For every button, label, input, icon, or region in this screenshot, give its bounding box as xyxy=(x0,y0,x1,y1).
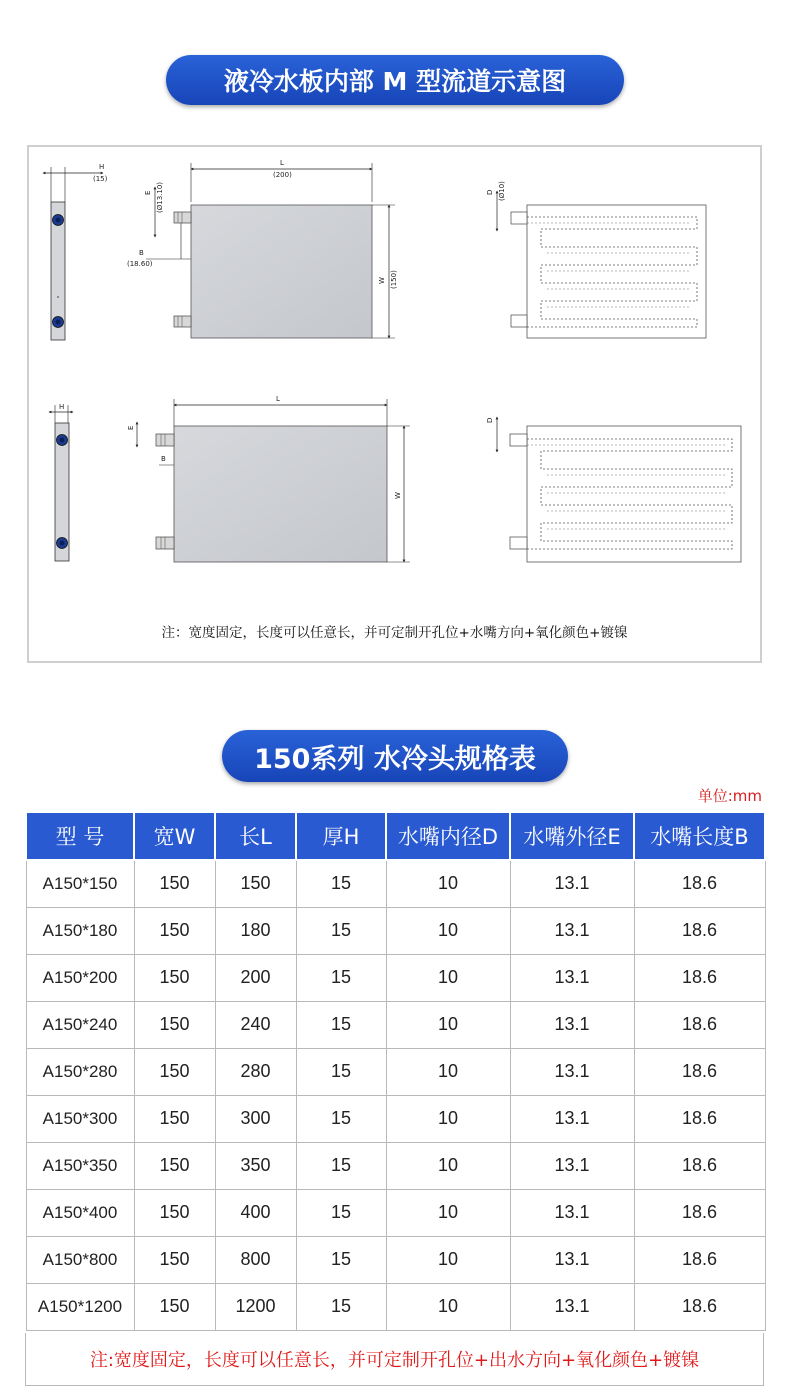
table-cell: 10 xyxy=(386,1095,510,1142)
table-row xyxy=(26,1283,765,1330)
column-header: 长L xyxy=(215,812,296,860)
dim-w-value: (150) xyxy=(390,270,398,289)
table-cell: 18.6 xyxy=(634,1189,765,1236)
table-cell: 10 xyxy=(386,860,510,907)
table-cell: 18.6 xyxy=(634,1142,765,1189)
column-header: 型 号 xyxy=(26,812,134,860)
table-row xyxy=(26,1001,765,1048)
side-view-bottom xyxy=(49,403,73,561)
table-cell: 18.6 xyxy=(634,1283,765,1330)
table-cell: A150*200 xyxy=(26,954,134,1001)
front-view-top xyxy=(127,159,398,338)
column-header: 厚H xyxy=(296,812,386,860)
table-cell: 200 xyxy=(215,954,296,1001)
table-cell: A150*280 xyxy=(26,1048,134,1095)
table-cell: 10 xyxy=(386,1048,510,1095)
table-cell: A150*300 xyxy=(26,1095,134,1142)
dim-e-value: (Ø13.10) xyxy=(156,181,164,213)
table-cell: 18.6 xyxy=(634,907,765,954)
table-cell: 150 xyxy=(134,1283,215,1330)
table-cell: 13.1 xyxy=(510,954,634,1001)
table-cell: 18.6 xyxy=(634,1048,765,1095)
spec-section-title: 150系列 水冷头规格表 xyxy=(222,730,568,782)
dim-b-label: B xyxy=(139,249,144,257)
dim-b2-label: B xyxy=(161,455,166,463)
dim-h-label: H xyxy=(99,163,105,171)
table-cell: 18.6 xyxy=(634,1095,765,1142)
table-cell: 18.6 xyxy=(634,860,765,907)
table-cell: A150*150 xyxy=(26,860,134,907)
table-cell: 800 xyxy=(215,1236,296,1283)
table-row xyxy=(26,907,765,954)
table-cell: 10 xyxy=(386,1001,510,1048)
table-cell: 10 xyxy=(386,1283,510,1330)
table-row xyxy=(26,1048,765,1095)
table-cell: 400 xyxy=(215,1189,296,1236)
table-cell: 150 xyxy=(134,954,215,1001)
table-cell: 350 xyxy=(215,1142,296,1189)
table-cell: 15 xyxy=(296,1142,386,1189)
table-row xyxy=(26,860,765,907)
table-cell: 13.1 xyxy=(510,1001,634,1048)
table-cell: 13.1 xyxy=(510,1095,634,1142)
table-cell: 13.1 xyxy=(510,1142,634,1189)
diagram-note: 注：宽度固定，长度可以任意长，并可定制开孔位+水嘴方向+氧化颜色+镀镍 xyxy=(161,625,628,641)
table-cell: 15 xyxy=(296,1236,386,1283)
column-header: 水嘴内径D xyxy=(386,812,510,860)
table-cell: 150 xyxy=(134,907,215,954)
table-cell: 150 xyxy=(134,1001,215,1048)
table-cell: A150*800 xyxy=(26,1236,134,1283)
table-cell: 150 xyxy=(215,860,296,907)
dim-l2-label: L xyxy=(276,395,280,403)
diagram-section-title: 液冷水板内部 M 型流道示意图 xyxy=(166,55,624,105)
table-cell: 15 xyxy=(296,1095,386,1142)
table-cell: 18.6 xyxy=(634,1001,765,1048)
table-cell: 15 xyxy=(296,954,386,1001)
table-cell: A150*350 xyxy=(26,1142,134,1189)
table-cell: 10 xyxy=(386,954,510,1001)
dim-e2-label: E xyxy=(127,425,135,430)
table-cell: 1200 xyxy=(215,1283,296,1330)
table-row xyxy=(26,1189,765,1236)
table-cell: 15 xyxy=(296,1048,386,1095)
dim-l-label: L xyxy=(280,159,284,167)
dim-d-label: D xyxy=(486,189,494,195)
table-cell: 150 xyxy=(134,1189,215,1236)
table-cell: 150 xyxy=(134,1048,215,1095)
dim-d-value: (Ø10) xyxy=(498,181,506,201)
dim-w-label: W xyxy=(378,277,386,284)
table-cell: 10 xyxy=(386,1142,510,1189)
table-row xyxy=(26,1142,765,1189)
dim-b-value: (18.60) xyxy=(127,260,153,268)
dim-w2-label: W xyxy=(394,492,402,499)
flow-channel-diagram xyxy=(27,145,762,663)
side-view-top xyxy=(43,163,108,340)
dim-l-value: (200) xyxy=(273,171,292,179)
channel-view-bottom xyxy=(486,417,741,562)
table-cell: 15 xyxy=(296,907,386,954)
table-cell: 10 xyxy=(386,1236,510,1283)
unit-label: 单位:mm xyxy=(697,787,762,805)
table-cell: 15 xyxy=(296,1283,386,1330)
table-cell: 280 xyxy=(215,1048,296,1095)
table-cell: A150*1200 xyxy=(26,1283,134,1330)
table-cell: 240 xyxy=(215,1001,296,1048)
channel-view-top xyxy=(486,181,706,338)
table-row xyxy=(26,954,765,1001)
table-cell: 150 xyxy=(134,860,215,907)
dim-h-value: (15) xyxy=(93,175,108,183)
table-cell: 150 xyxy=(134,1236,215,1283)
table-row xyxy=(26,1236,765,1283)
table-cell: 13.1 xyxy=(510,1189,634,1236)
table-cell: 300 xyxy=(215,1095,296,1142)
table-cell: A150*240 xyxy=(26,1001,134,1048)
column-header: 宽W xyxy=(134,812,215,860)
table-cell: 10 xyxy=(386,907,510,954)
table-cell: 13.1 xyxy=(510,1048,634,1095)
table-header-row xyxy=(26,812,765,860)
table-cell: 15 xyxy=(296,1001,386,1048)
table-cell: 13.1 xyxy=(510,860,634,907)
dim-e-label: E xyxy=(144,190,152,195)
dim-h2-label: H xyxy=(59,403,65,411)
table-cell: 13.1 xyxy=(510,1283,634,1330)
table-row xyxy=(26,1095,765,1142)
table-cell: 10 xyxy=(386,1189,510,1236)
table-cell: A150*180 xyxy=(26,907,134,954)
cold-plate-drawing xyxy=(29,147,760,661)
table-cell: 18.6 xyxy=(634,954,765,1001)
table-cell: 150 xyxy=(134,1095,215,1142)
column-header: 水嘴外径E xyxy=(510,812,634,860)
footer-note: 注:宽度固定，长度可以任意长，并可定制开孔位+出水方向+氧化颜色+镀镍 xyxy=(25,1333,764,1386)
column-header: 水嘴长度B xyxy=(634,812,765,860)
front-view-bottom xyxy=(127,395,410,562)
table-cell: 13.1 xyxy=(510,907,634,954)
table-cell: 150 xyxy=(134,1142,215,1189)
table-cell: A150*400 xyxy=(26,1189,134,1236)
table-cell: 18.6 xyxy=(634,1236,765,1283)
table-cell: 180 xyxy=(215,907,296,954)
dim-d2-label: D xyxy=(486,417,494,423)
spec-table xyxy=(25,811,766,1331)
table-cell: 15 xyxy=(296,1189,386,1236)
table-cell: 13.1 xyxy=(510,1236,634,1283)
table-cell: 15 xyxy=(296,860,386,907)
